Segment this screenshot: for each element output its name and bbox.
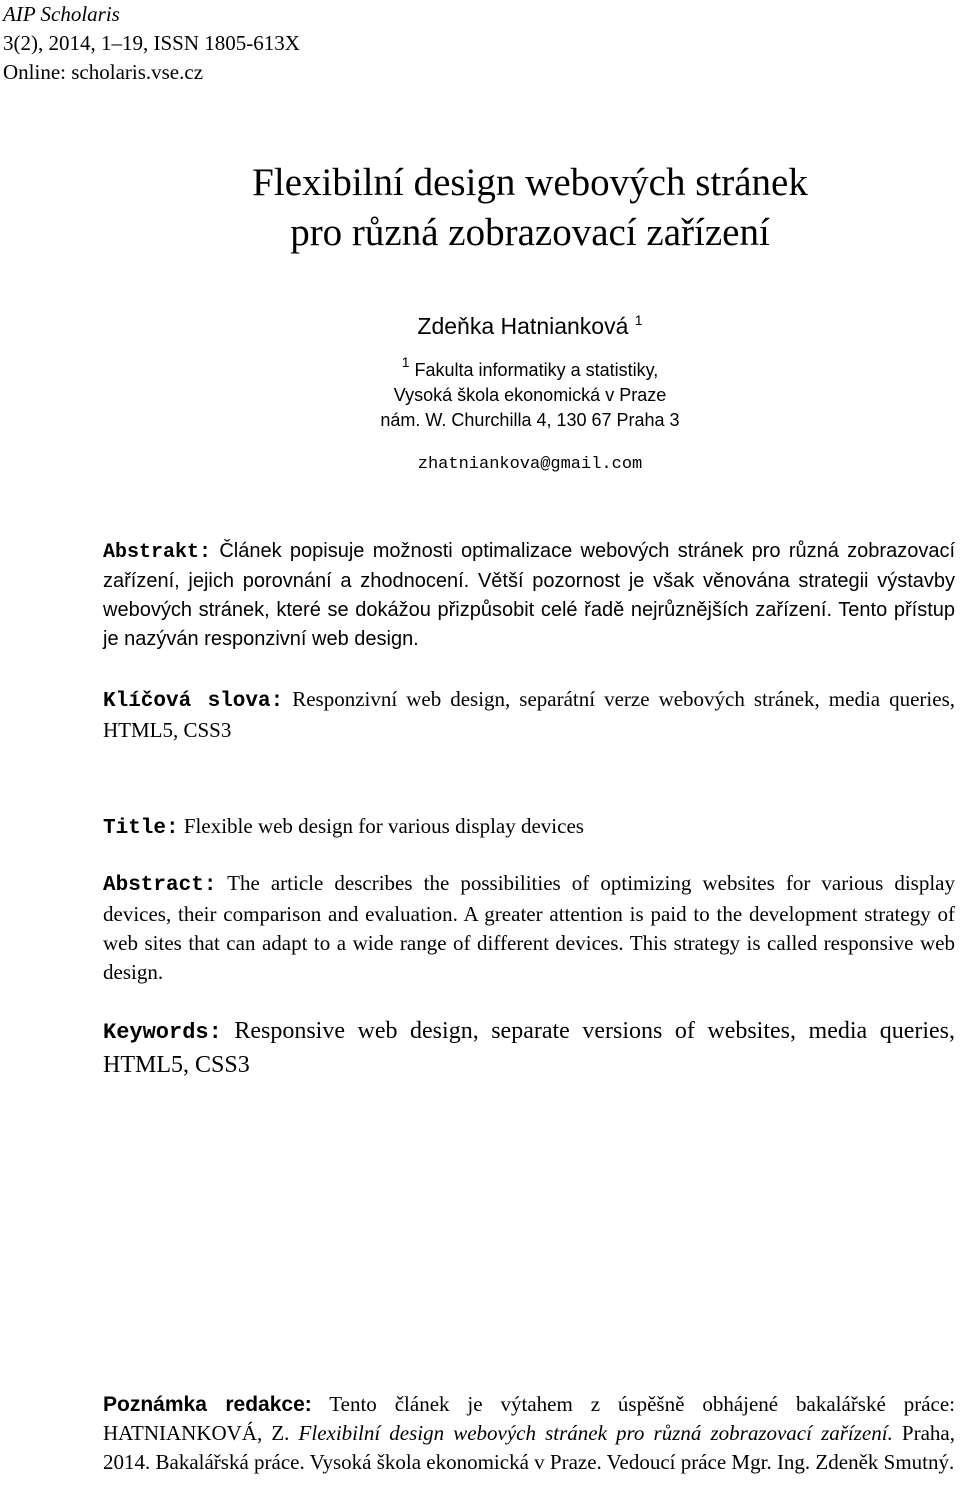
author-name: Zdeňka Hatnianková [417,313,629,339]
editorial-note-text-2: Praha, 2014. Bakalářská práce. Vysoká škola ekonomická v Praze. Vedoucí práce Mgr. Ing. Zdeněk Smutný. [103,1421,955,1474]
keywords-czech-label: Klíčová slova: [103,690,284,713]
affiliation-line-2: Vysoká škola ekonomická v Praze [393,385,667,405]
keywords-czech [103,685,955,745]
author-line [0,305,960,341]
editorial-note-text-1: Tento článek je výtahem z úspěšně obhájené bakalářské práce: HATNIANKOVÁ, Z. [103,1392,955,1445]
keywords-czech-text: Responzivní web design, separátní verze webových stránek, media queries, HTML5, CSS3 [103,687,955,742]
journal-online-url: Online: scholaris.vse.cz [3,60,204,84]
abstract-english-text: The article describes the possibilities of optimizing websites for various display devices, their comparison and evaluation. A greater attention is paid to the development strategy of web sites that can adapt to a wide range of different devices. This strategy is called responsive web design. [103,871,955,984]
editorial-note-thesis-title: Flexibilní design webových stránek pro různá zobrazovací zařízení. [298,1421,893,1445]
abstract-czech [103,537,955,654]
editorial-note-label: Poznámka redakce: [103,1393,312,1416]
paper-title-line-2: pro různá zobrazovací zařízení [290,211,770,254]
title-english-label: Title: [103,817,179,840]
abstract-czech-text: Článek popisuje možnosti optimalizace webových stránek pro různá zobrazovací zařízení, jejich porovnání a zhodnocení. Větší pozornost je však věnována strategii výstavby webových stránek, které se dokážou přizpůsobit celé řadě nejrůznějších zařízení. Tento přístup je nazýván responzivní web design. [103,540,955,650]
keywords-english-text: Responsive web design, separate versions of websites, media queries, HTML5, CSS3 [103,1018,955,1078]
author-email[interactable]: zhatniankova@gmail.com [417,455,643,474]
title-english [103,812,955,843]
abstract-english [103,869,955,987]
abstract-english-label: Abstract: [103,874,217,897]
abstract-czech-label: Abstrakt: [103,541,212,564]
keywords-english [103,1015,955,1082]
journal-citation: 3(2), 2014, 1–19, ISSN 1805-613X [3,31,300,55]
affiliation-block [0,350,960,433]
paper-title [0,158,960,258]
journal-header [3,0,300,87]
affiliation-mark: 1 [401,354,410,370]
paper-title-line-1: Flexibilní design webových stránek [252,161,808,204]
affiliation-line-1 [0,350,960,383]
author-affiliation-mark: 1 [634,312,643,328]
editorial-note [103,1390,955,1477]
journal-name: AIP Scholaris [3,2,120,26]
title-english-text: Flexible web design for various display devices [178,814,584,838]
keywords-english-label: Keywords: [103,1020,222,1045]
affiliation-faculty: Fakulta informatiky a statistiky, [409,360,659,380]
affiliation-line-3: nám. W. Churchilla 4, 130 67 Praha 3 [380,410,680,430]
